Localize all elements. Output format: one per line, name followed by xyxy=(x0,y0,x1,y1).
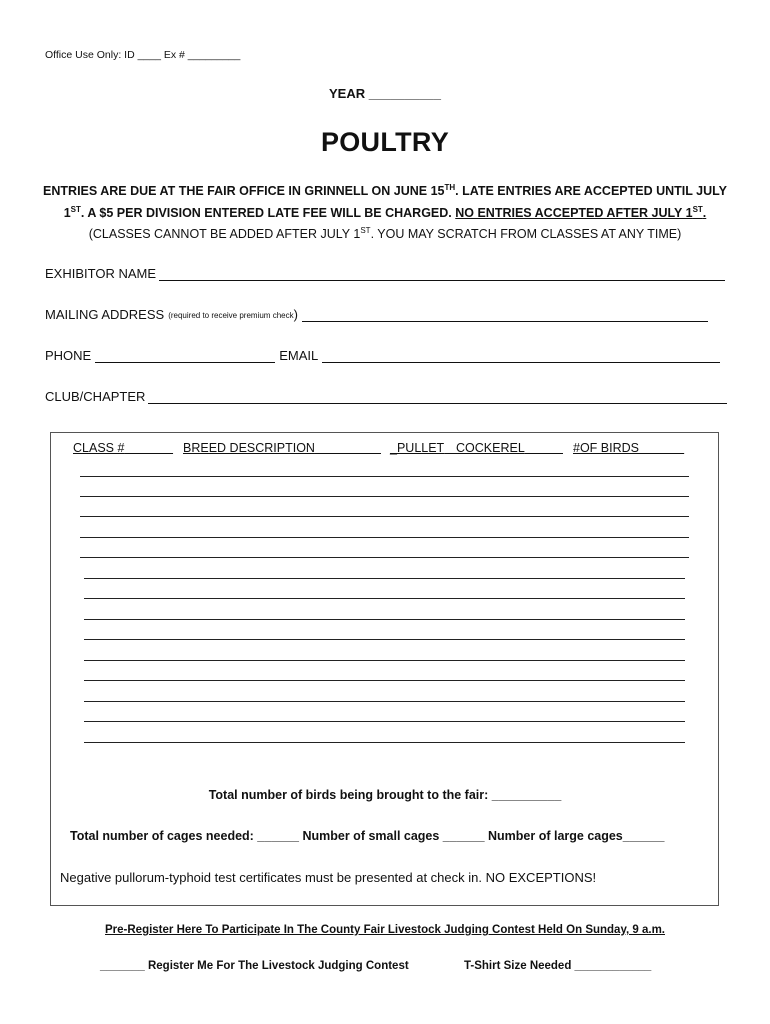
notice-text: . YOU MAY SCRATCH FROM CLASSES AT ANY TIME) xyxy=(370,227,682,241)
notice-text: (CLASSES CANNOT BE ADDED AFTER JULY 1 xyxy=(88,227,361,241)
entry-line[interactable] xyxy=(84,660,685,661)
notice-sup: ST xyxy=(70,205,81,214)
class-number-header xyxy=(73,441,173,455)
register-judging-contest[interactable]: _______ Register Me For The Livestock Judging Contest xyxy=(100,960,409,972)
phone-input[interactable] xyxy=(95,350,275,363)
header-text: #OF BIRDS xyxy=(573,441,639,455)
entry-line[interactable] xyxy=(80,516,689,517)
mailing-address-row xyxy=(45,307,708,322)
notice-text: . LATE ENTRIES ARE ACCEPTED UNTIL JULY xyxy=(455,184,727,198)
notice-line-2 xyxy=(0,205,770,220)
breed-description-header xyxy=(183,441,381,455)
entry-line[interactable] xyxy=(84,680,685,681)
notice-sup: ST xyxy=(692,205,703,214)
header-text: COCKEREL xyxy=(456,441,525,455)
tshirt-size-field[interactable]: T-Shirt Size Needed ____________ xyxy=(464,960,652,972)
mailing-address-label: MAILING ADDRESS xyxy=(45,307,165,322)
total-birds-line[interactable]: Total number of birds being brought to the fair: __________ xyxy=(208,788,562,802)
negative-test-note: Negative pullorum-typhoid test certificates must be presented at check in. NO EXCEPTIONS! xyxy=(60,870,597,885)
header-text: CLASS # xyxy=(73,441,125,455)
notice-text: 1 xyxy=(63,206,71,220)
club-chapter-input[interactable] xyxy=(148,391,727,404)
mailing-address-note: (required to receive premium check xyxy=(168,311,294,320)
entry-line[interactable] xyxy=(84,578,685,579)
pullet-header xyxy=(390,441,458,455)
mailing-address-input[interactable] xyxy=(302,309,708,322)
entry-line[interactable] xyxy=(80,537,689,538)
email-input[interactable] xyxy=(322,350,720,363)
number-of-birds-header xyxy=(573,441,684,455)
entry-line[interactable] xyxy=(80,557,689,558)
mailing-address-close: ) xyxy=(293,307,298,322)
cockerel-header xyxy=(456,441,563,455)
notice-line-1 xyxy=(0,183,770,198)
page-title: POULTRY xyxy=(320,127,450,157)
notice-text: . xyxy=(702,206,707,220)
phone-email-row xyxy=(45,348,720,363)
notice-sup: TH xyxy=(444,183,456,192)
entry-line[interactable] xyxy=(84,639,685,640)
entry-line[interactable] xyxy=(84,742,685,743)
email-label: EMAIL xyxy=(279,348,319,363)
header-text: BREED DESCRIPTION xyxy=(183,441,315,455)
notice-sup: ST xyxy=(360,226,371,235)
office-use-only: Office Use Only: ID ____ Ex # _________ xyxy=(45,49,241,61)
entry-line[interactable] xyxy=(80,496,689,497)
year-field[interactable]: YEAR __________ xyxy=(328,86,442,101)
club-chapter-row xyxy=(45,389,727,404)
pre-register-heading: Pre-Register Here To Participate In The County Fair Livestock Judging Contest Held On Sunday, 9 a.m. xyxy=(105,924,665,936)
exhibitor-name-row xyxy=(45,266,725,281)
exhibitor-name-input[interactable] xyxy=(159,268,725,281)
phone-label: PHONE xyxy=(45,348,92,363)
club-chapter-label: CLUB/CHAPTER xyxy=(45,389,146,404)
notice-text: NO ENTRIES ACCEPTED AFTER JULY 1 xyxy=(455,206,693,220)
no-entries-notice xyxy=(455,206,706,220)
entry-line[interactable] xyxy=(84,598,685,599)
exhibitor-name-label: EXHIBITOR NAME xyxy=(45,266,157,281)
entry-line[interactable] xyxy=(80,476,689,477)
notice-line-3 xyxy=(0,226,770,241)
entry-line[interactable] xyxy=(84,721,685,722)
notice-text: ENTRIES ARE DUE AT THE FAIR OFFICE IN GRINNELL ON JUNE 15 xyxy=(43,184,445,198)
total-cages-line[interactable]: Total number of cages needed: ______ Number of small cages ______ Number of large cages______ xyxy=(70,829,665,843)
header-text: _PULLET xyxy=(390,441,445,455)
entry-line[interactable] xyxy=(84,701,685,702)
entry-line[interactable] xyxy=(84,619,685,620)
notice-text: . A $5 PER DIVISION ENTERED LATE FEE WILL BE CHARGED. xyxy=(80,206,456,220)
